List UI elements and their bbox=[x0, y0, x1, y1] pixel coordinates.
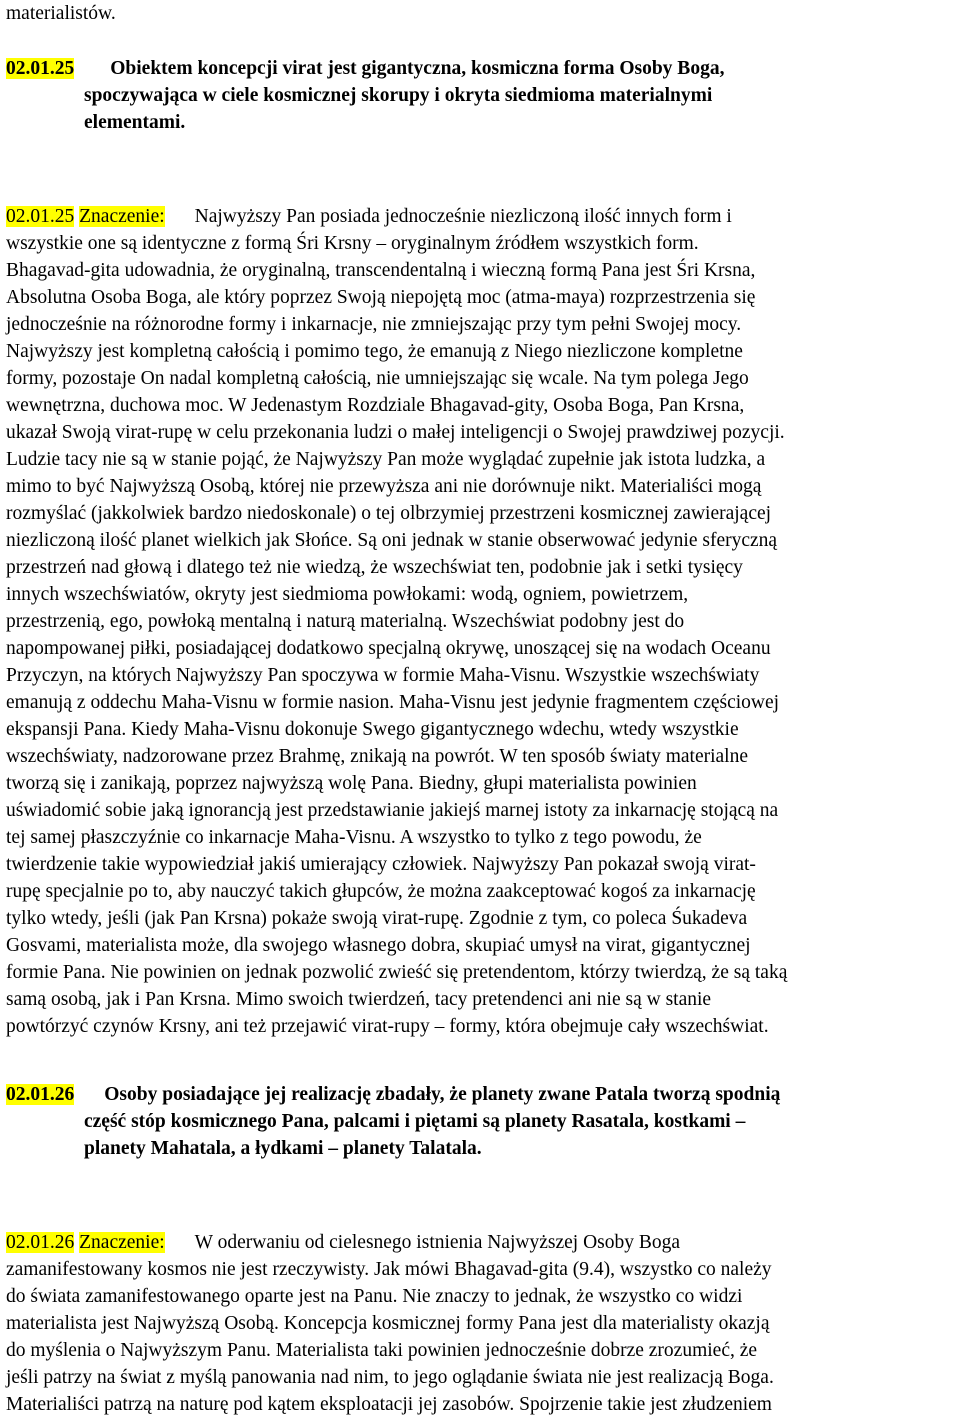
purport-line: Gosvami, materialista może, dla swojego własnego dobra, skupiać umysł na virat, gigantycznej bbox=[6, 935, 751, 956]
purport-line: mimo to być Najwyższą Osobą, której nie przewyższa ani nie dorównuje nikt. Materialiści mogą bbox=[6, 476, 762, 497]
purport-25 bbox=[6, 203, 954, 1040]
purport-line: Przyczyn, na których Najwyższy Pan spoczywa w formie Maha-Visnu. Wszystkie wszechświaty bbox=[6, 665, 760, 686]
purport-line: materialista jest Najwyższą Osobą. Koncepcja kosmicznej formy Pana jest dla materialisty okazją bbox=[6, 1313, 770, 1334]
verse-number: 02.01.26 bbox=[6, 1084, 75, 1105]
purport-line: wszystkie one są identyczne z formą Śri Krsny – oryginalnym źródłem wszystkich form. bbox=[6, 233, 699, 254]
purport-line: zamanifestowany kosmos nie jest rzeczywisty. Jak mówi Bhagavad-gita (9.4), wszystko co należy bbox=[6, 1259, 772, 1280]
purport-line: jeśli patrzy na świat z myślą panowania nad nim, to jego oglądanie świata nie jest realizacją Boga. bbox=[6, 1367, 774, 1388]
verse-line: elementami. bbox=[84, 112, 186, 133]
verse-number: 02.01.25 bbox=[6, 58, 75, 79]
purport-line: emanują z oddechu Maha-Visnu w formie nasion. Maha-Visnu jest jedynie fragmentem częściowej bbox=[6, 692, 780, 713]
purport-line: innych wszechświatów, okryty jest siedmioma powłokami: wodą, ogniem, powietrzem, bbox=[6, 584, 689, 605]
purport-label: Znaczenie: bbox=[79, 206, 165, 227]
purport-line: Najwyższy Pan posiada jednocześnie niezliczoną ilość innych form i bbox=[194, 206, 732, 227]
verse-line: Obiektem koncepcji virat jest gigantyczna, kosmiczna forma Osoby Boga, bbox=[110, 58, 725, 79]
purport-line: tylko wtedy, jeśli (jak Pan Krsna) pokaże swoją virat-rupę. Zgodnie z tym, co poleca Śukadeva bbox=[6, 908, 748, 929]
text-line: materialistów. bbox=[6, 3, 116, 24]
purport-line: do świata zamanifestowanego oparte jest na Panu. Nie znaczy to jednak, że wszystko co widzi bbox=[6, 1286, 743, 1307]
verse-26 bbox=[6, 1081, 954, 1162]
purport-line: rupę specjalnie po to, aby nauczyć takich głupców, że można zaakceptować kogoś za inkarnację bbox=[6, 881, 756, 902]
purport-line: tworzą się i zanikają, poprzez najwyższą wolę Pana. Biedny, głupi materialista powinien bbox=[6, 773, 697, 794]
purport-line: jednocześnie na różnorodne formy i inkarnacje, nie zmniejszając przy tym pełni Swojej mocy. bbox=[6, 314, 742, 335]
verse-line: Osoby posiadające jej realizację zbadały, że planety zwane Patala tworzą spodnią bbox=[104, 1084, 781, 1105]
purport-number: 02.01.25 bbox=[6, 206, 75, 227]
purport-line: ekspansji Pana. Kiedy Maha-Visnu dokonuje Swego gigantycznego wdechu, wtedy wszystkie bbox=[6, 719, 739, 740]
purport-line: twierdzenie takie wypowiedział jakiś umierający człowiek. Najwyższy Pan pokazał swoją virat- bbox=[6, 854, 756, 875]
purport-line: formie Pana. Nie powinien on jednak pozwolić zwieść się pretendentom, którzy twierdzą, że są taką bbox=[6, 962, 788, 983]
purport-line: przestrzenią, ego, powłoką mentalną i naturą materialną. Wszechświat podobny jest do bbox=[6, 611, 685, 632]
purport-line: samą osobą, jak i Pan Krsna. Mimo swoich twierdzeń, tacy pretendenci ani nie są w stanie bbox=[6, 989, 712, 1010]
verse-line: spoczywająca w ciele kosmicznej skorupy i okryta siedmioma materialnymi bbox=[84, 85, 713, 106]
purport-line: niezliczoną ilość planet wielkich jak Słońce. Są oni jednak w stanie obserwować jedynie sferyczną bbox=[6, 530, 778, 551]
purport-line: do myślenia o Najwyższym Panu. Materialista taki powinien jednocześnie dobrze zrozumieć, że bbox=[6, 1340, 758, 1361]
purport-line: wewnętrzna, duchowa moc. W Jedenastym Rozdziale Bhagavad-gity, Osoba Boga, Pan Krsna, bbox=[6, 395, 745, 416]
purport-label: Znaczenie: bbox=[79, 1232, 165, 1253]
purport-line: powtórzyć czynów Krsny, ani też przejawić virat-rupy – formy, która obejmuje cały wszechświat. bbox=[6, 1016, 769, 1037]
purport-line: Ludzie tacy nie są w stanie pojąć, że Najwyższy Pan może wyglądać zupełnie jak istota ludzka, a bbox=[6, 449, 766, 470]
purport-line: ukazał Swoją virat-rupę w celu przekonania ludzi o małej inteligencji o Swojej prawdziwej pozycji. bbox=[6, 422, 785, 443]
purport-line: Bhagavad-gita udowadnia, że oryginalną, transcendentalną i wieczną formą Pana jest Śri Krsna, bbox=[6, 260, 756, 281]
purport-line: wszechświaty, nadzorowane przez Brahmę, znikają na powrót. W ten sposób światy materialne bbox=[6, 746, 749, 767]
previous-text-fragment bbox=[6, 0, 954, 27]
purport-26 bbox=[6, 1229, 954, 1418]
purport-line: Materialiści patrzą na naturę pod kątem eksploatacji jej zasobów. Spojrzenie takie jest złudzeniem bbox=[6, 1394, 772, 1415]
purport-line: napompowanej piłki, posiadającej dodatkowo specjalną okrywę, unoszącej się na wodach Oceanu bbox=[6, 638, 771, 659]
purport-line: Najwyższy jest kompletną całością i pomimo tego, że emanują z Niego niezliczone kompletne bbox=[6, 341, 743, 362]
verse-line: planety Mahatala, a łydkami – planety Talatala. bbox=[84, 1138, 482, 1159]
verse-line: część stóp kosmicznego Pana, palcami i piętami są planety Rasatala, kostkami – bbox=[84, 1111, 746, 1132]
purport-line: Absolutna Osoba Boga, ale który poprzez Swoją niepojętą moc (atma-maya) rozprzestrzenia się bbox=[6, 287, 756, 308]
purport-line: formy, pozostaje On nadal kompletną całością, nie umniejszając się wcale. Na tym polega Jego bbox=[6, 368, 749, 389]
purport-line: W oderwaniu od cielesnego istnienia Najwyższej Osoby Boga bbox=[194, 1232, 681, 1253]
verse-25 bbox=[6, 55, 954, 136]
purport-line: przestrzeń nad głową i dlatego też nie wiedzą, że wszechświat ten, podobnie jak i setki tysięcy bbox=[6, 557, 743, 578]
purport-line: rozmyślać (jakkolwiek bardzo niedoskonale) o tej olbrzymiej przestrzeni kosmicznej zawierającej bbox=[6, 503, 772, 524]
purport-number: 02.01.26 bbox=[6, 1232, 75, 1253]
purport-line: tej samej płaszczyźnie co inkarnacje Maha-Visnu. A wszystko to tylko z tego powodu, że bbox=[6, 827, 702, 848]
purport-line: uświadomić sobie jaką ignorancją jest przedstawianie jakiejś marnej istoty za inkarnację stojącą na bbox=[6, 800, 779, 821]
